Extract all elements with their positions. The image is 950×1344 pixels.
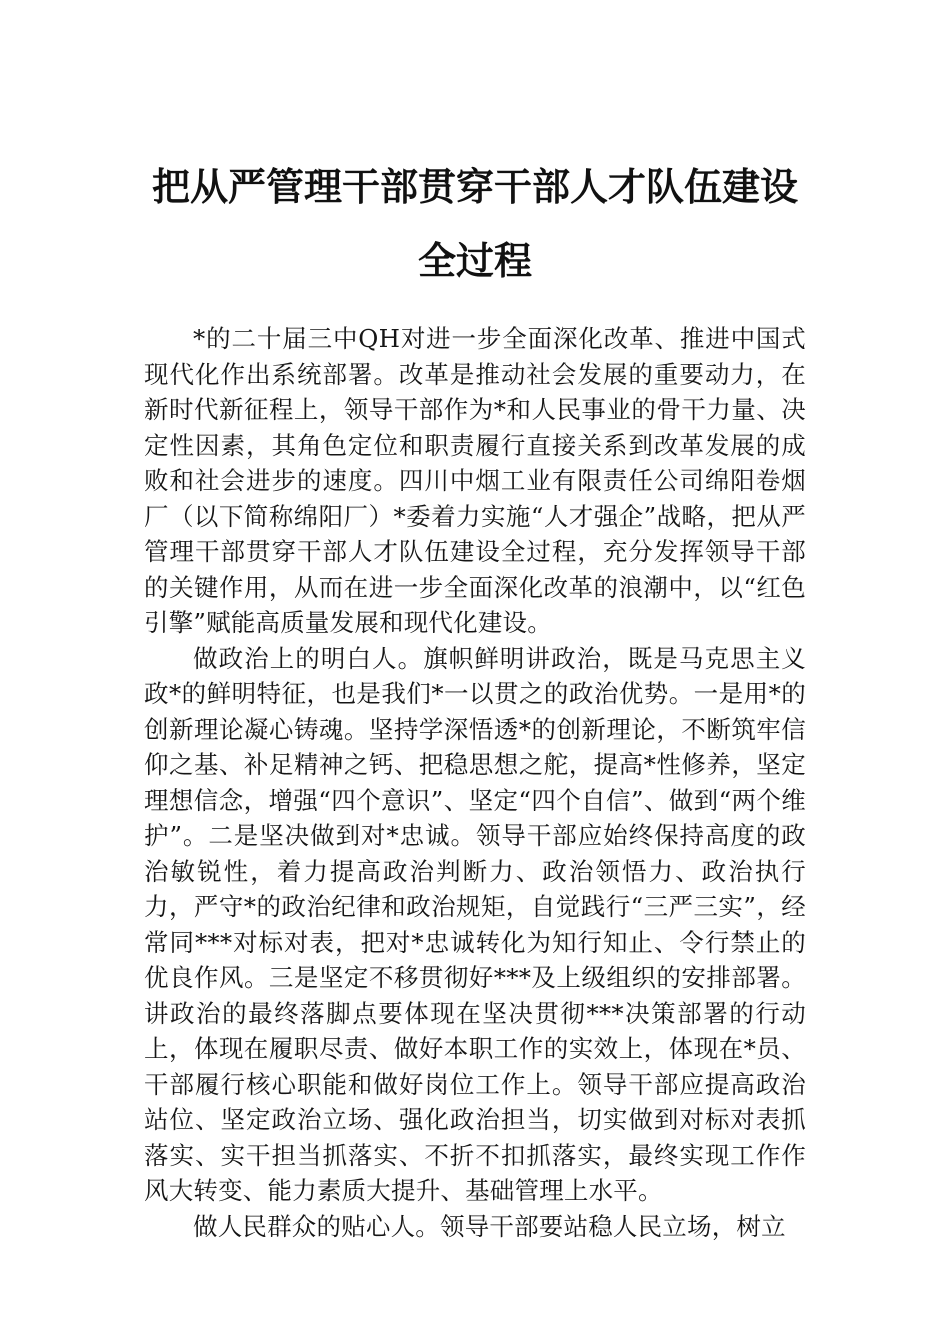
document-title: 把从严管理干部贯穿干部人才队伍建设全过程 xyxy=(151,164,798,283)
document-body xyxy=(144,321,806,1244)
paragraph-political: 做政治上的明白人。旗帜鲜明讲政治，既是马克思主义政*的鲜明特征，也是我们*一以贯之的政治优势。一是用*的创新理论凝心铸魂。坚持学深悟透*的创新理论，不断筑牢信仰之基、补足精神之钙、把稳思想之舵，提高*性修养，坚定理想信念，增强“四个意识”、坚定“四个自信”、做到“两个维护”。二是坚决做到对*忠诚。领导干部应始终保持高度的政治敏锐性，着力提高政治判断力、政治领悟力、政治执行力，严守*的政治纪律和政治规矩，自觉践行“三严三实”，经常同***对标对表，把对*忠诚转化为知行知止、令行禁止的优良作风。三是坚定不移贯彻好***及上级组织的安排部署。讲政治的最终落脚点要体现在坚决贯彻***决策部署的行动上，体现在履职尽责、做好本职工作的实效上，体现在*员、干部履行核心职能和做好岗位工作上。领导干部应提高政治站位、坚定政治立场、强化政治担当，切实做到对标对表抓落实、实干担当抓落实、不折不扣抓落实，最终实现工作作风大转变、能力素质大提升、基础管理上水平。 xyxy=(144,643,806,1205)
paragraph-intro: *的二十届三中QH对进一步全面深化改革、推进中国式现代化作出系统部署。改革是推动社会发展的重要动力，在新时代新征程上，领导干部作为*和人民事业的骨干力量、决定性因素，其角色定位和职责履行直接关系到改革发展的成败和社会进步的速度。四川中烟工业有限责任公司绵阳卷烟厂（以下简称绵阳厂）*委着力实施“人才强企”战略，把从严管理干部贯穿干部人才队伍建设全过程，充分发挥领导干部的关键作用，从而在进一步全面深化改革的浪潮中，以“红色引擎”赋能高质量发展和现代化建设。 xyxy=(144,324,806,637)
paragraph-people: 做人民群众的贴心人。领导干部要站稳人民立场，树立 xyxy=(193,1211,786,1241)
